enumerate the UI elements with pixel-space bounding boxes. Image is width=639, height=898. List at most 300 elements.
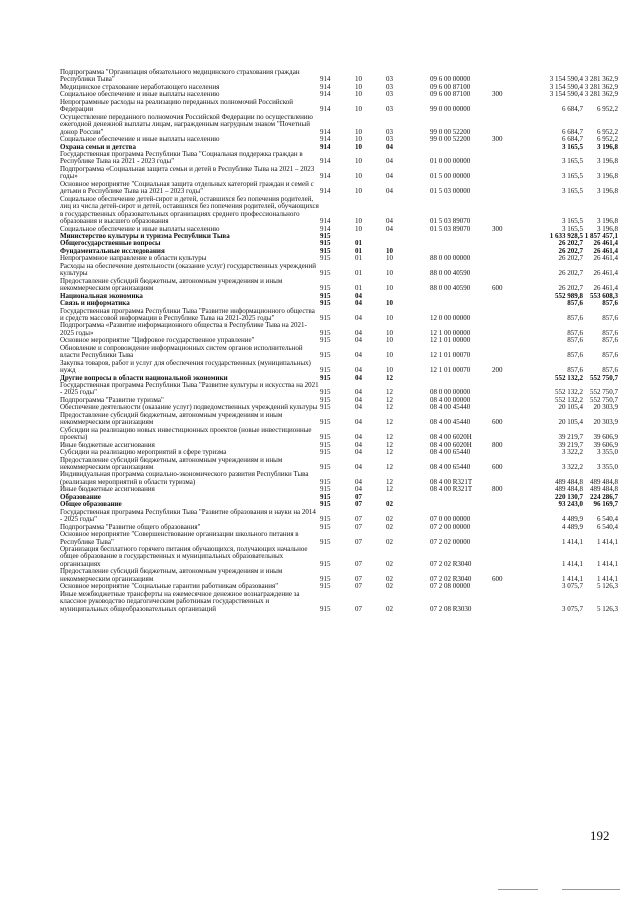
table-row bbox=[60, 308, 620, 323]
row-ministry-code: 914 bbox=[320, 172, 331, 181]
row-subsection-code: 02 bbox=[386, 515, 393, 524]
table-row bbox=[60, 293, 620, 300]
row-ministry-code: 915 bbox=[320, 582, 331, 591]
row-subsection-code: 03 bbox=[386, 82, 393, 91]
row-ministry-code: 914 bbox=[320, 90, 331, 99]
row-name: Государственная программа Республики Тыва "Развитие информационного общества и средств массовой информации в Республике Тыва на 2021-2025 годы" bbox=[60, 306, 315, 322]
row-section-code: 01 bbox=[355, 254, 362, 263]
row-section-code: 10 bbox=[355, 82, 362, 91]
row-value-year2: 1 414,1 bbox=[597, 574, 618, 583]
row-name: Медицинское страхование неработающего населения bbox=[60, 82, 220, 91]
row-name: Фундаментальные исследования bbox=[60, 246, 165, 255]
row-value-year1: 552 132,2 bbox=[555, 395, 583, 404]
row-value-year1: 6 684,7 bbox=[562, 105, 583, 114]
table-row bbox=[60, 509, 620, 524]
row-value-year1: 39 219,7 bbox=[558, 440, 583, 449]
row-ministry-code: 914 bbox=[320, 135, 331, 144]
row-value-year2: 3 196,8 bbox=[597, 172, 618, 181]
row-target-code: 12 0 00 00000 bbox=[430, 313, 471, 322]
row-ministry-code: 914 bbox=[320, 217, 331, 226]
row-value-year1: 39 219,7 bbox=[558, 433, 583, 442]
row-section-code: 10 bbox=[355, 187, 362, 196]
row-section-code: 01 bbox=[355, 284, 362, 293]
row-section-code: 10 bbox=[355, 142, 362, 151]
row-value-year1: 3 165,5 bbox=[562, 217, 583, 226]
row-ministry-code: 915 bbox=[320, 418, 331, 427]
row-value-year1: 93 243,0 bbox=[558, 500, 583, 509]
row-name: Непрограммное направление в области культуры bbox=[60, 254, 207, 263]
row-section-code: 04 bbox=[355, 366, 362, 375]
row-ministry-code: 915 bbox=[320, 231, 331, 240]
row-section-code: 04 bbox=[355, 477, 362, 486]
row-name: Подпрограмма "Организация обязательного медицинского страхования граждан Республики Тыва" bbox=[60, 68, 300, 84]
row-value-year2: 3 355,0 bbox=[597, 463, 618, 472]
row-value-year1: 1 414,1 bbox=[562, 559, 583, 568]
row-name: Социальное обеспечение и иные выплаты населению bbox=[60, 90, 220, 99]
row-value-year2: 553 608,3 bbox=[590, 291, 618, 300]
row-value-year2: 857,6 bbox=[602, 299, 618, 308]
row-subsection-code: 10 bbox=[386, 284, 393, 293]
row-value-year2: 857,6 bbox=[602, 366, 618, 375]
row-value-year1: 3 165,5 bbox=[562, 172, 583, 181]
table-row bbox=[60, 345, 620, 360]
row-name: Предоставление субсидий бюджетным, автономным учреждениям и иным некоммерческим организациям bbox=[60, 567, 283, 583]
row-value-year2: 26 461,4 bbox=[593, 254, 618, 263]
row-section-code: 04 bbox=[355, 373, 362, 382]
table-row bbox=[60, 69, 620, 84]
row-section-code: 01 bbox=[355, 239, 362, 248]
row-ministry-code: 915 bbox=[320, 440, 331, 449]
row-section-code: 10 bbox=[355, 105, 362, 114]
row-ministry-code: 915 bbox=[320, 269, 331, 278]
row-ministry-code: 915 bbox=[320, 485, 331, 494]
row-target-code: 09 6 00 87100 bbox=[430, 90, 471, 99]
row-value-year1: 857,6 bbox=[567, 313, 583, 322]
table-row bbox=[60, 181, 620, 196]
row-value-year2: 6 540,4 bbox=[597, 515, 618, 524]
row-value-year1: 20 105,4 bbox=[558, 403, 583, 412]
row-ministry-code: 915 bbox=[320, 559, 331, 568]
row-subsection-code: 10 bbox=[386, 269, 393, 278]
row-name: Расходы на обеспечение деятельности (оказание услуг) государственных учреждений культуры bbox=[60, 261, 316, 278]
row-value-year1: 552 132,2 bbox=[555, 373, 583, 382]
row-subsection-code: 03 bbox=[386, 75, 393, 84]
row-target-code: 12 1 01 00070 bbox=[430, 366, 471, 375]
row-value-year2: 3 281 362,9 bbox=[584, 82, 618, 91]
row-value-year2: 3 281 362,9 bbox=[584, 90, 618, 99]
row-value-year2: 224 286,7 bbox=[590, 492, 618, 501]
table-row bbox=[60, 591, 620, 613]
row-target-code: 99 0 00 52200 bbox=[430, 135, 471, 144]
row-section-code: 04 bbox=[355, 291, 362, 300]
row-subsection-code: 10 bbox=[386, 336, 393, 345]
row-subsection-code: 04 bbox=[386, 172, 393, 181]
row-ministry-code: 915 bbox=[320, 373, 331, 382]
table-row bbox=[60, 322, 620, 337]
row-ministry-code: 915 bbox=[320, 500, 331, 509]
row-subsection-code: 03 bbox=[386, 135, 393, 144]
row-target-code: 01 0 00 00000 bbox=[430, 157, 471, 166]
row-ministry-code: 914 bbox=[320, 157, 331, 166]
row-subsection-code: 10 bbox=[386, 246, 393, 255]
row-value-year2: 489 484,8 bbox=[590, 477, 618, 486]
row-value-year1: 26 202,7 bbox=[558, 239, 583, 248]
row-subsection-code: 12 bbox=[386, 448, 393, 457]
row-target-code: 07 2 02 R3040 bbox=[430, 559, 472, 568]
row-value-year2: 26 461,4 bbox=[593, 246, 618, 255]
budget-table bbox=[60, 69, 620, 613]
row-name: Подпрограмма "Развитие общего образования" bbox=[60, 522, 201, 531]
row-target-code: 12 1 01 00000 bbox=[430, 336, 471, 345]
row-name: Организация бесплатного горячего питания обучающихся, получающих начальное общее образование в государственных и муниципальных образовательных организациях bbox=[60, 545, 308, 568]
row-target-code: 07 2 02 00000 bbox=[430, 537, 471, 546]
row-value-year1: 857,6 bbox=[567, 351, 583, 360]
row-subsection-code: 02 bbox=[386, 522, 393, 531]
row-value-year1: 6 684,7 bbox=[562, 135, 583, 144]
row-value-year2: 552 750,7 bbox=[590, 388, 618, 397]
row-section-code: 04 bbox=[355, 395, 362, 404]
row-value-year2: 96 169,7 bbox=[593, 500, 618, 509]
row-name: Подпрограмма «Развитие информационного общества в Республике Тыва на 2021-2025 годы» bbox=[60, 321, 307, 337]
row-ministry-code: 914 bbox=[320, 105, 331, 114]
row-name: Предоставление субсидий бюджетным, автономным учреждениям и иным некоммерческим организациям bbox=[60, 410, 283, 427]
row-subsection-code: 12 bbox=[386, 373, 393, 382]
row-expense-type: 600 bbox=[492, 284, 503, 293]
row-target-code: 88 0 00 40590 bbox=[430, 284, 471, 293]
row-value-year1: 20 105,4 bbox=[558, 418, 583, 427]
row-ministry-code: 915 bbox=[320, 463, 331, 472]
row-name: Министерство культуры и туризма Республики Тыва bbox=[60, 231, 230, 240]
table-row bbox=[60, 486, 620, 493]
row-section-code: 10 bbox=[355, 172, 362, 181]
row-section-code: 10 bbox=[355, 75, 362, 84]
row-subsection-code: 10 bbox=[386, 328, 393, 337]
row-value-year2: 6 952,2 bbox=[597, 127, 618, 136]
row-section-code: 07 bbox=[355, 574, 362, 583]
row-name: Обновление и сопровождение информационных систем органов исполнительной власти Республики Тыва bbox=[60, 343, 303, 360]
row-ministry-code: 915 bbox=[320, 537, 331, 546]
row-target-code: 88 0 00 00000 bbox=[430, 254, 471, 263]
row-ministry-code: 915 bbox=[320, 239, 331, 248]
row-value-year2: 3 281 362,9 bbox=[584, 75, 618, 84]
row-name: Иные межбюджетные трансферты на ежемесячное денежное вознаграждение за классное руководство педагогическим работникам государственных и муниципальных общеобразовательных организаций bbox=[60, 589, 300, 613]
row-ministry-code: 915 bbox=[320, 246, 331, 255]
table-row bbox=[60, 114, 620, 136]
row-ministry-code: 915 bbox=[320, 336, 331, 345]
row-value-year1: 26 202,7 bbox=[558, 269, 583, 278]
row-name: Образование bbox=[60, 492, 101, 501]
row-subsection-code: 03 bbox=[386, 127, 393, 136]
row-target-code: 07 2 00 00000 bbox=[430, 522, 471, 531]
row-name: Общегосударственные вопросы bbox=[60, 239, 161, 248]
row-subsection-code: 02 bbox=[386, 574, 393, 583]
row-value-year2: 3 196,8 bbox=[597, 217, 618, 226]
row-ministry-code: 915 bbox=[320, 313, 331, 322]
row-ministry-code: 915 bbox=[320, 395, 331, 404]
row-target-code: 08 4 00 45440 bbox=[430, 418, 471, 427]
row-name: Государственная программа Республики Тыва "Развитие образования и науки на 2014 - 2025 годы" bbox=[60, 507, 316, 524]
row-ministry-code: 914 bbox=[320, 75, 331, 84]
row-expense-type: 300 bbox=[492, 135, 503, 144]
table-row bbox=[60, 99, 620, 114]
row-ministry-code: 915 bbox=[320, 477, 331, 486]
row-expense-type: 200 bbox=[492, 366, 503, 375]
row-subsection-code: 12 bbox=[386, 440, 393, 449]
row-value-year2: 1 414,1 bbox=[597, 537, 618, 546]
row-value-year1: 26 202,7 bbox=[558, 284, 583, 293]
table-row bbox=[60, 471, 620, 486]
row-value-year1: 3 165,5 bbox=[562, 224, 583, 233]
row-value-year1: 3 165,5 bbox=[562, 142, 583, 151]
row-target-code: 07 0 00 00000 bbox=[430, 515, 471, 524]
row-name: Субсидии на реализацию мероприятий в сфере туризма bbox=[60, 448, 227, 457]
row-value-year1: 3 165,5 bbox=[562, 157, 583, 166]
row-name: Общее образование bbox=[60, 500, 122, 509]
row-value-year2: 552 750,7 bbox=[590, 395, 618, 404]
row-section-code: 07 bbox=[355, 582, 362, 591]
row-subsection-code: 03 bbox=[386, 90, 393, 99]
table-row bbox=[60, 166, 620, 181]
table-row bbox=[60, 531, 620, 546]
row-value-year1: 3 154 590,4 bbox=[549, 82, 583, 91]
row-name: Государственная программа Республики Тыва "Развитие культуры и искусства на 2021 - 2025 годы" bbox=[60, 381, 319, 397]
row-name: Подпрограмма «Социальная защита семьи и детей в Республике Тыва на 2021 – 2023 годы» bbox=[60, 164, 315, 181]
table-row bbox=[60, 494, 620, 501]
row-name: Предоставление субсидий бюджетным, автономным учреждениям и иным некоммерческим организациям bbox=[60, 455, 283, 472]
row-value-year1: 857,6 bbox=[567, 328, 583, 337]
row-ministry-code: 915 bbox=[320, 351, 331, 360]
row-value-year2: 3 196,8 bbox=[597, 157, 618, 166]
row-target-code: 08 4 00 45440 bbox=[430, 403, 471, 412]
row-expense-type: 800 bbox=[492, 440, 503, 449]
row-name: Государственная программа Республики Тыва "Социальная поддержка граждан в Республике Тыва на 2021 - 2023 годы" bbox=[60, 149, 303, 166]
row-name: Социальное обеспечение и иные выплаты населению bbox=[60, 135, 220, 144]
table-row bbox=[60, 382, 620, 397]
row-ministry-code: 915 bbox=[320, 448, 331, 457]
row-section-code: 04 bbox=[355, 403, 362, 412]
row-ministry-code: 915 bbox=[320, 574, 331, 583]
row-subsection-code: 10 bbox=[386, 351, 393, 360]
row-value-year1: 489 484,8 bbox=[555, 477, 583, 486]
row-section-code: 07 bbox=[355, 604, 362, 613]
row-name: Основное мероприятие "Совершенствование организации школьного питания в Республике Тыва" bbox=[60, 530, 299, 546]
row-name: Субсидии на реализацию новых инвестиционных проектов (новые инвестиционные проекты) bbox=[60, 425, 312, 442]
row-subsection-code: 10 bbox=[386, 299, 393, 308]
row-value-year1: 3 154 590,4 bbox=[549, 90, 583, 99]
row-value-year2: 3 355,0 bbox=[597, 448, 618, 457]
row-value-year1: 1 633 928,5 bbox=[549, 231, 583, 240]
row-name: Другие вопросы в области национальной экономики bbox=[60, 373, 228, 382]
row-section-code: 10 bbox=[355, 90, 362, 99]
row-name: Национальная экономика bbox=[60, 291, 143, 300]
row-target-code: 99 0 00 00000 bbox=[430, 105, 471, 114]
row-subsection-code: 10 bbox=[386, 313, 393, 322]
row-name: Индивидуальная программа социально-экономического развития Республики Тыва (реализация мероприятий в области туризма) bbox=[60, 470, 309, 486]
row-target-code: 08 0 00 00000 bbox=[430, 388, 471, 397]
row-name: Связь и информатика bbox=[60, 299, 130, 308]
row-ministry-code: 915 bbox=[320, 522, 331, 531]
row-section-code: 04 bbox=[355, 448, 362, 457]
row-value-year2: 5 126,3 bbox=[597, 582, 618, 591]
table-row bbox=[60, 196, 620, 226]
table-row bbox=[60, 360, 620, 375]
row-section-code: 10 bbox=[355, 224, 362, 233]
row-name: Подпрограмма "Развитие туризма" bbox=[60, 395, 164, 404]
row-subsection-code: 02 bbox=[386, 559, 393, 568]
table-row bbox=[60, 568, 620, 583]
row-ministry-code: 915 bbox=[320, 254, 331, 263]
row-target-code: 08 4 00 R321Т bbox=[430, 485, 473, 494]
row-value-year1: 489 484,8 bbox=[555, 485, 583, 494]
row-section-code: 04 bbox=[355, 313, 362, 322]
row-value-year2: 26 461,4 bbox=[593, 269, 618, 278]
row-value-year2: 6 540,4 bbox=[597, 522, 618, 531]
row-target-code: 08 4 00 65440 bbox=[430, 448, 471, 457]
row-target-code: 09 6 00 00000 bbox=[430, 75, 471, 84]
row-ministry-code: 914 bbox=[320, 187, 331, 196]
row-section-code: 10 bbox=[355, 127, 362, 136]
row-ministry-code: 914 bbox=[320, 127, 331, 136]
row-value-year2: 857,6 bbox=[602, 336, 618, 345]
row-expense-type: 800 bbox=[492, 485, 503, 494]
row-value-year2: 5 126,3 bbox=[597, 604, 618, 613]
row-name: Основное мероприятие "Цифровое государственное управление" bbox=[60, 336, 255, 345]
row-ministry-code: 915 bbox=[320, 515, 331, 524]
table-row bbox=[60, 457, 620, 472]
row-ministry-code: 915 bbox=[320, 492, 331, 501]
table-row bbox=[60, 546, 620, 568]
row-subsection-code: 03 bbox=[386, 105, 393, 114]
row-section-code: 04 bbox=[355, 433, 362, 442]
footer-dash bbox=[498, 889, 538, 890]
table-row bbox=[60, 263, 620, 278]
row-value-year1: 4 489,9 bbox=[562, 515, 583, 524]
row-section-code: 07 bbox=[355, 515, 362, 524]
row-value-year2: 26 461,4 bbox=[593, 284, 618, 293]
row-value-year2: 6 952,2 bbox=[597, 135, 618, 144]
row-value-year2: 552 750,7 bbox=[590, 373, 618, 382]
row-value-year2: 3 196,8 bbox=[597, 224, 618, 233]
row-subsection-code: 02 bbox=[386, 537, 393, 546]
row-name: Охрана семьи и детства bbox=[60, 142, 136, 151]
row-target-code: 88 0 00 40590 bbox=[430, 269, 471, 278]
row-value-year1: 3 154 590,4 bbox=[549, 75, 583, 84]
row-name: Основное мероприятие "Социальные гарантии работникам образования" bbox=[60, 582, 279, 591]
row-name: Иные бюджетные ассигнования bbox=[60, 485, 155, 494]
row-ministry-code: 915 bbox=[320, 366, 331, 375]
row-section-code: 10 bbox=[355, 135, 362, 144]
row-subsection-code: 12 bbox=[386, 463, 393, 472]
row-subsection-code: 12 bbox=[386, 418, 393, 427]
row-section-code: 07 bbox=[355, 537, 362, 546]
row-name: Закупка товаров, работ и услуг для обеспечения государственных (муниципальных) нужд bbox=[60, 358, 311, 375]
row-ministry-code: 915 bbox=[320, 328, 331, 337]
row-name: Социальное обеспечение детей-сирот и детей, оставшихся без попечения родителей, лиц из числа детей-сирот и детей, оставшихся без попечения родителей, обучающихся в государственных образовательных организациях среднего профессионального образования и высшего образования bbox=[60, 194, 319, 226]
table-row bbox=[60, 151, 620, 166]
row-ministry-code: 914 bbox=[320, 142, 331, 151]
row-target-code: 01 5 03 89070 bbox=[430, 217, 471, 226]
table-row bbox=[60, 278, 620, 293]
row-section-code: 10 bbox=[355, 217, 362, 226]
row-value-year1: 3 165,5 bbox=[562, 187, 583, 196]
row-target-code: 12 1 00 00000 bbox=[430, 328, 471, 337]
row-subsection-code: 04 bbox=[386, 157, 393, 166]
row-value-year1: 4 489,9 bbox=[562, 522, 583, 531]
row-target-code: 07 2 08 R3030 bbox=[430, 604, 472, 613]
row-ministry-code: 915 bbox=[320, 299, 331, 308]
row-value-year2: 20 303,9 bbox=[593, 418, 618, 427]
row-ministry-code: 915 bbox=[320, 403, 331, 412]
row-value-year1: 1 414,1 bbox=[562, 574, 583, 583]
row-section-code: 04 bbox=[355, 463, 362, 472]
row-subsection-code: 10 bbox=[386, 366, 393, 375]
row-ministry-code: 915 bbox=[320, 433, 331, 442]
row-subsection-code: 12 bbox=[386, 395, 393, 404]
row-value-year2: 20 303,9 bbox=[593, 403, 618, 412]
row-target-code: 99 0 00 52200 bbox=[430, 127, 471, 136]
row-name: Осуществление переданного полномочия Российской Федерации по осуществлению ежегодной денежной выплаты лицам, награжденным нагрудным знаком "Почетный донор России" bbox=[60, 112, 313, 136]
row-section-code: 10 bbox=[355, 157, 362, 166]
table-row bbox=[60, 427, 620, 442]
row-subsection-code: 04 bbox=[386, 217, 393, 226]
row-ministry-code: 914 bbox=[320, 224, 331, 233]
row-name: Обеспечение деятельности (оказание услуг) подведомственных учреждений культуры bbox=[60, 403, 318, 412]
row-name: Основное мероприятие "Социальная защита отдельных категорий граждан и семей с детьми в Республике Тыва на 2021 – 2023 годы" bbox=[60, 179, 314, 196]
row-value-year2: 1 857 457,1 bbox=[584, 231, 618, 240]
table-row bbox=[60, 412, 620, 427]
row-value-year1: 26 202,7 bbox=[558, 246, 583, 255]
row-expense-type: 300 bbox=[492, 90, 503, 99]
row-section-code: 07 bbox=[355, 492, 362, 501]
row-subsection-code: 04 bbox=[386, 224, 393, 233]
row-value-year2: 3 196,8 bbox=[597, 142, 618, 151]
row-value-year2: 857,6 bbox=[602, 328, 618, 337]
row-value-year1: 552 989,8 bbox=[555, 291, 583, 300]
row-value-year1: 3 322,2 bbox=[562, 448, 583, 457]
row-section-code: 04 bbox=[355, 328, 362, 337]
row-value-year2: 1 414,1 bbox=[597, 559, 618, 568]
row-name: Предоставление субсидий бюджетным, автономным учреждениям и иным некоммерческим организациям bbox=[60, 276, 283, 293]
row-subsection-code: 12 bbox=[386, 388, 393, 397]
row-ministry-code: 914 bbox=[320, 82, 331, 91]
row-name: Непрограммные расходы на реализацию переданных полномочий Российской Федерации bbox=[60, 97, 294, 114]
row-section-code: 07 bbox=[355, 559, 362, 568]
row-section-code: 01 bbox=[355, 269, 362, 278]
row-name: Иные бюджетные ассигнования bbox=[60, 440, 155, 449]
row-subsection-code: 04 bbox=[386, 187, 393, 196]
row-value-year1: 552 132,2 bbox=[555, 388, 583, 397]
row-value-year2: 39 606,9 bbox=[593, 433, 618, 442]
page-number: 192 bbox=[590, 828, 610, 843]
row-value-year1: 857,6 bbox=[567, 366, 583, 375]
row-ministry-code: 915 bbox=[320, 291, 331, 300]
row-section-code: 04 bbox=[355, 485, 362, 494]
row-subsection-code: 02 bbox=[386, 604, 393, 613]
row-target-code: 08 4 00 6020Н bbox=[430, 433, 472, 442]
row-subsection-code: 12 bbox=[386, 477, 393, 486]
row-value-year1: 1 414,1 bbox=[562, 537, 583, 546]
row-section-code: 07 bbox=[355, 522, 362, 531]
row-value-year1: 3 075,7 bbox=[562, 604, 583, 613]
row-subsection-code: 02 bbox=[386, 582, 393, 591]
row-section-code: 04 bbox=[355, 336, 362, 345]
footer-dash bbox=[562, 889, 620, 890]
row-target-code: 01 5 00 00000 bbox=[430, 172, 471, 181]
row-value-year2: 857,6 bbox=[602, 313, 618, 322]
row-name: Социальное обеспечение и иные выплаты населению bbox=[60, 224, 220, 233]
row-value-year2: 26 461,4 bbox=[593, 239, 618, 248]
row-target-code: 01 5 03 00000 bbox=[430, 187, 471, 196]
